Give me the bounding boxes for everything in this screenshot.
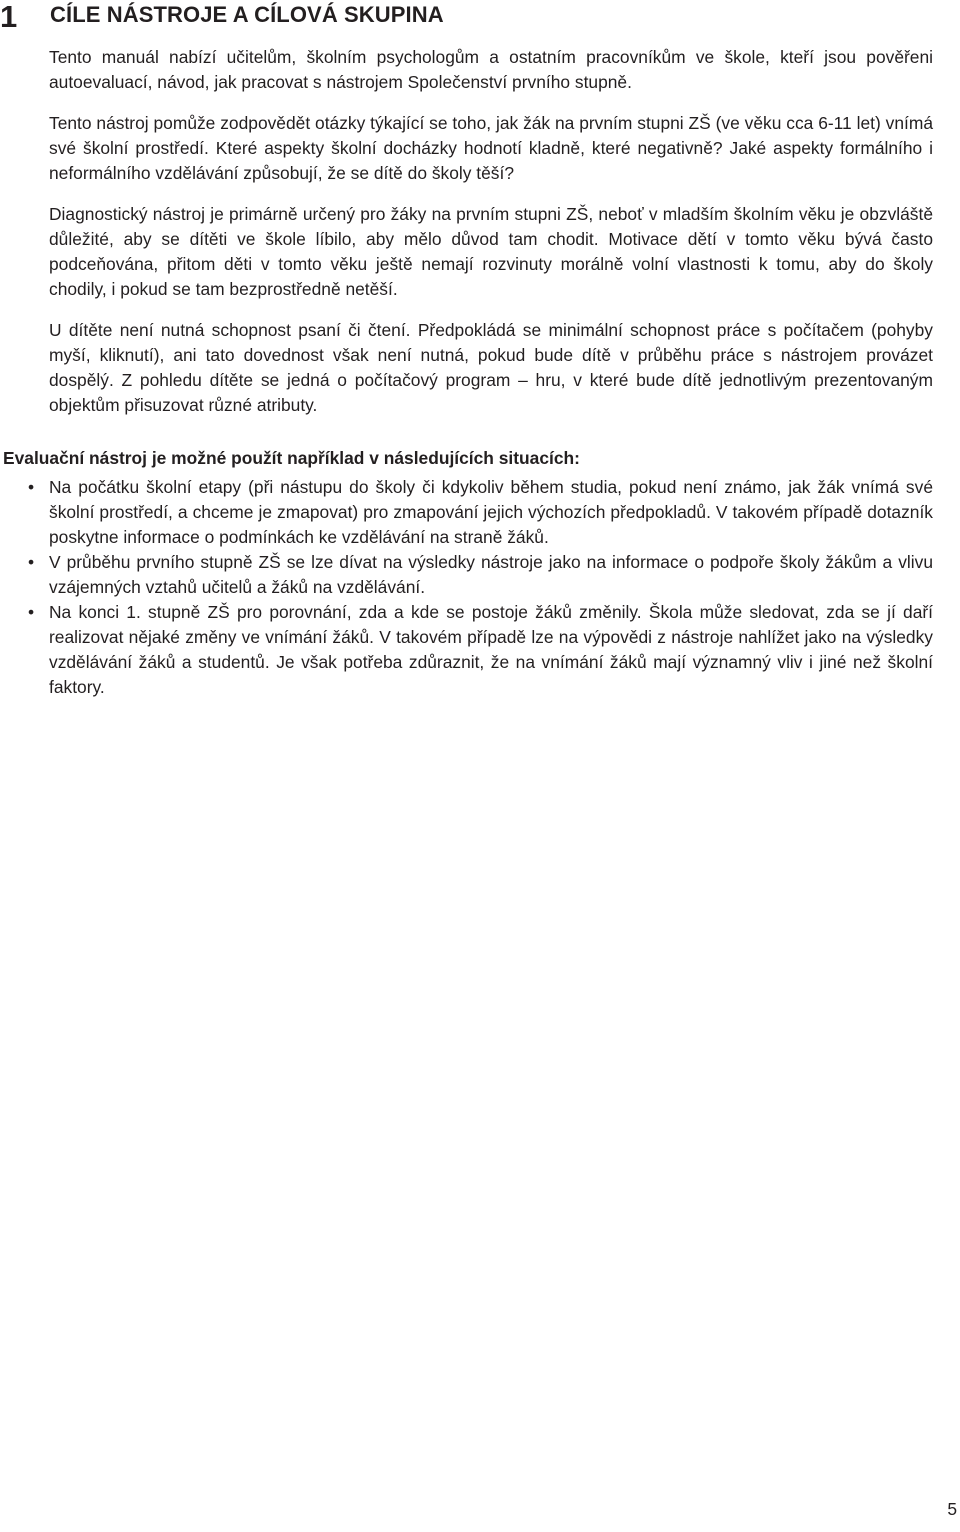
list-item	[25, 550, 933, 600]
section-heading: Evaluační nástroj je možné použít například v následujících situacích:	[3, 448, 580, 468]
list-item-text: Na konci 1. stupně ZŠ pro porovnání, zda a kde se postoje žáků změnily. Škola může sledovat, zda se jí daří realizovat nějaké změny ve vnímání žáků. V takovém případě lze na výpovědi z nástroje nahlížet jako na výsledky vzdělávání žáků a studentů. Je však potřeba zdůraznit, že na vnímání žáků mají významný vliv i jiné než školní faktory.	[49, 602, 933, 697]
chapter-title: CÍLE NÁSTROJE A CÍLOVÁ SKUPINA	[50, 2, 444, 27]
bullet-icon: •	[28, 477, 35, 497]
list-item-text: Na počátku školní etapy (při nástupu do školy či kdykoliv během studia, pokud není známo, jak žák vnímá své školní prostředí, a chceme je zmapovat) pro zmapování jejich výchozích předpokladů. V takovém případě dotazník poskytne informace o podmínkách ke vzdělávání na straně žáků.	[49, 477, 933, 547]
list-item	[25, 475, 933, 550]
bullet-icon: •	[28, 552, 35, 572]
page-number: 5	[947, 1499, 957, 1519]
requirements-paragraph: U dítěte není nutná schopnost psaní či čtení. Předpokládá se minimální schopnost práce s počítačem (pohyby myší, kliknutí), ani tato dovednost však není nutná, pokud bude dítě v průběhu práce s nástrojem provázet dospělý. Z pohledu dítěte se jedná o počítačový program – hru, v které bude dítě jednotlivým prezentovaným objektům přisuzovat různé atributy.	[49, 320, 933, 415]
bullet-icon: •	[28, 602, 35, 622]
target-group-paragraph: Diagnostický nástroj je primárně určený pro žáky na prvním stupni ZŠ, neboť v mladším školním věku je obzvláště důležité, aby se dítěti ve škole líbilo, aby mělo důvod tam chodit. Motivace dětí v tomto věku bývá často podceňována, přitom děti v tomto věku ještě nemají rozvinuty morálně volní vlastnosti k tomu, aby do školy chodily, i pokud se tam bezprostředně netěší.	[49, 204, 933, 299]
tool-purpose-paragraph: Tento nástroj pomůže zodpovědět otázky týkající se toho, jak žák na prvním stupni ZŠ (ve věku cca 6-11 let) vnímá své školní prostředí. Které aspekty školní docházky hodnotí kladně, které negativně? Jaké aspekty formálního i neformálního vzdělávání způsobují, že se dítě do školy těší?	[49, 113, 933, 183]
list-item	[25, 600, 933, 700]
chapter-number: 1	[0, 0, 18, 34]
intro-paragraph: Tento manuál nabízí učitelům, školním psychologům a ostatním pracovníkům ve škole, kteří jsou pověřeni autoevaluací, návod, jak pracovat s nástrojem Společenství prvního stupně.	[49, 47, 933, 92]
body-text	[49, 45, 933, 434]
usage-situations-list	[25, 475, 933, 700]
list-item-text: V průběhu prvního stupně ZŠ se lze dívat na výsledky nástroje jako na informace o podpoře školy žákům a vlivu vzájemných vztahů učitelů a žáků na vzdělávání.	[49, 552, 933, 597]
